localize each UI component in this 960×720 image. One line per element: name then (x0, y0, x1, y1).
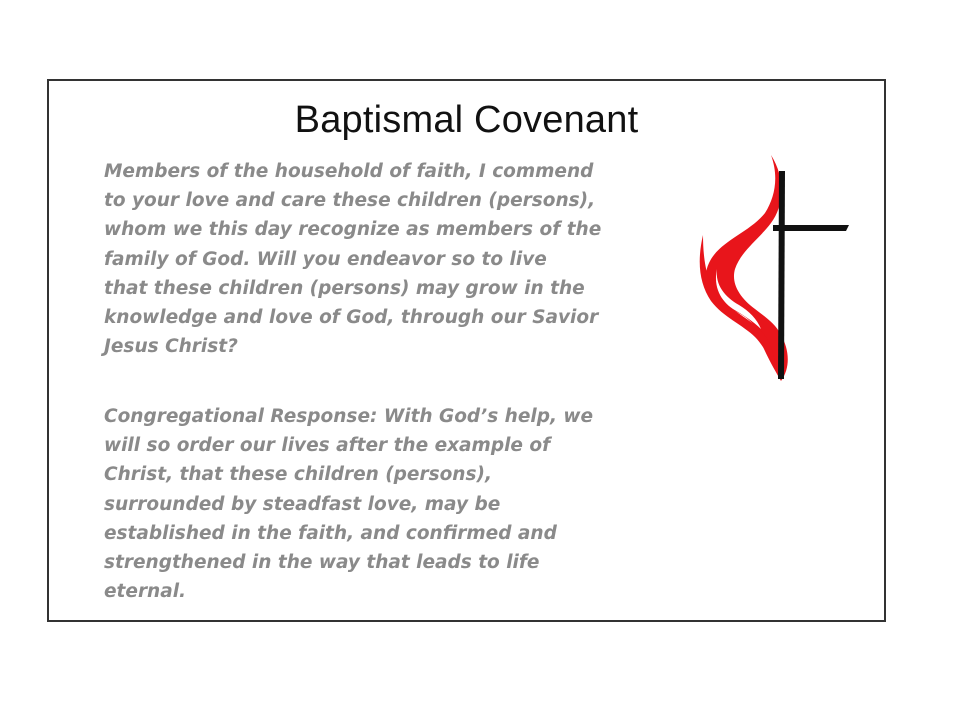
flame-main-shape (706, 155, 788, 381)
card-title: Baptismal Covenant (294, 99, 639, 141)
pastor-question-text: Members of the household of faith, I commend to your love and care these children (persons), whom we this day recognize as members of the family of God. Will you endeavor so to live that these children (persons) may grow in the knowledge and love of God, through our Savior Jesus Christ? (104, 161, 602, 358)
covenant-card (47, 79, 886, 622)
congregational-response-text: Congregational Response: With God’s help, we will so order our lives after the example of Christ, that these children (persons), surrounded by steadfast love, may be established in the faith, and confirmed and strengthened in the way that leads to life eternal. (104, 406, 594, 603)
cross-vertical-beam (778, 171, 785, 379)
cross-and-flame-icon (695, 151, 855, 386)
cross-horizontal-beam (773, 225, 849, 231)
